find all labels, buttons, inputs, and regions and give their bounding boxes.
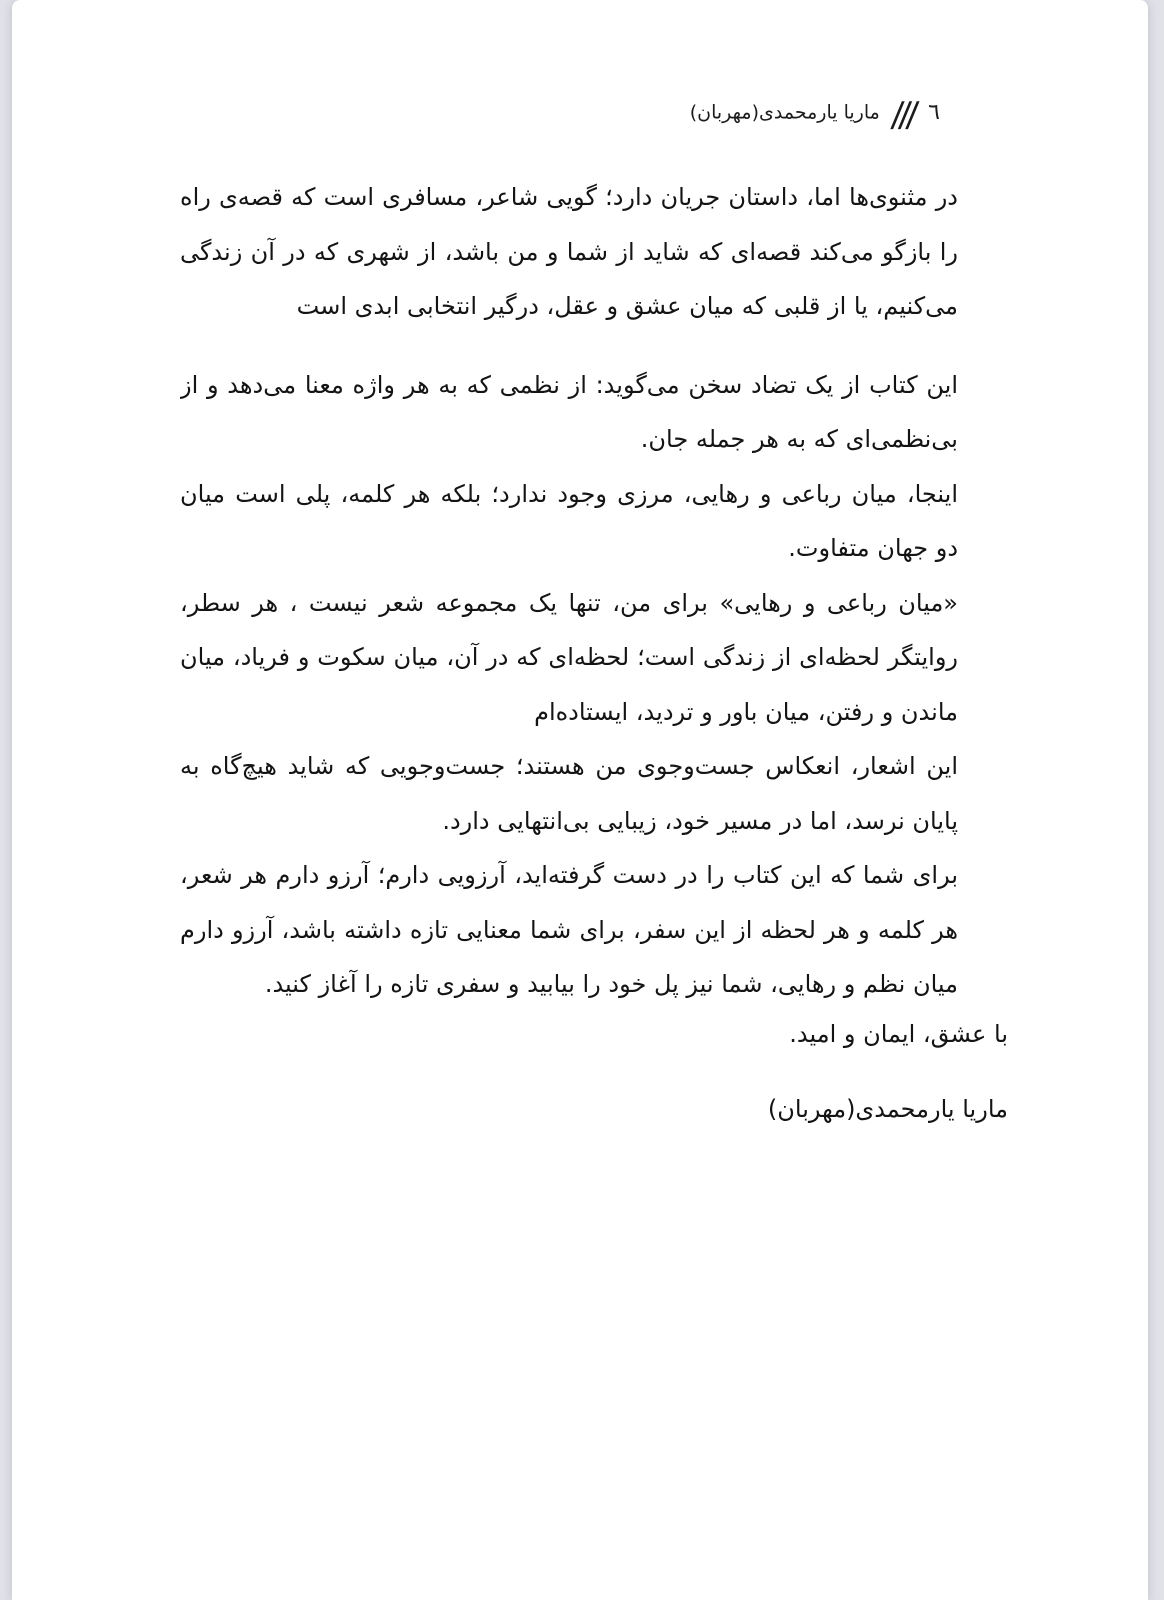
text-line: را بازگو می‌کند قصه‌ای که شاید از شما و من باشد، از شهری که در آن زندگی [180, 237, 958, 266]
closing-block [768, 1007, 1008, 1137]
page-header [690, 88, 940, 137]
text-line: برای شما که این کتاب را در دست گرفته‌اید، آرزویی دارم؛ آرزو دارم هر شعر، [180, 861, 958, 889]
text-line: در مثنوی‌ها اما، داستان جریان دارد؛ گویی شاعر، مسافری است که قصه‌ی راه [180, 183, 958, 211]
text-line: هر کلمه و هر لحظه از این سفر، برای شما معنایی تازه داشته باشد، آرزو دارم [180, 915, 958, 944]
body-text [180, 170, 958, 1012]
text-line: «میان رباعی و رهایی» برای من، تنها یک مجموعه شعر نیست ، هر سطر، [180, 588, 958, 617]
text-line: اینجا، میان رباعی و رهایی، مرزی وجود ندارد؛ بلکه هر کلمه، پلی است میان [180, 479, 958, 508]
paragraph [180, 170, 958, 334]
text-line: ماندن و رفتن، میان باور و تردید، ایستاده‌ام [534, 697, 958, 726]
paragraph [180, 358, 958, 467]
paragraph [180, 576, 958, 740]
text-line: میان نظم و رهایی، شما نیز پل خود را بیابید و سفری تازه را آغاز کنید. [264, 970, 958, 998]
text-line: می‌کنیم، یا از قلبی که میان عشق و عقل، درگیر انتخابی ابدی است [296, 292, 958, 320]
text-line: روایتگر لحظه‌ای از زندگی است؛ لحظه‌ای که در آن، میان سکوت و فریاد، میان [180, 643, 958, 671]
paragraph [180, 848, 958, 1012]
book-page [12, 0, 1148, 1600]
text-line: دو جهان متفاوت. [788, 534, 958, 562]
paragraph [180, 467, 958, 576]
text-line: پایان نرسد، اما در مسیر خود، زیبایی بی‌انتهایی دارد. [442, 806, 958, 835]
paragraph [180, 739, 958, 848]
text-line: این کتاب از یک تضاد سخن می‌گوید: از نظمی که به هر واژه معنا می‌دهد و از [180, 370, 958, 399]
header-separator-slashes-icon: /// [889, 94, 917, 135]
text-line: بی‌نظمی‌ای که به هر جمله جان. [640, 425, 958, 453]
closing-salutation: با عشق، ایمان و امید. [789, 1020, 1008, 1048]
header-author-name: ماریا یارمحمدی(مهربان) [689, 101, 880, 124]
closing-signature: ماریا یارمحمدی(مهربان) [767, 1095, 1008, 1123]
text-line: این اشعار، انعکاس جست‌وجوی من هستند؛ جست‌وجویی که شاید هیچ‌گاه به [180, 752, 958, 780]
page-number: ٦ [928, 99, 940, 125]
